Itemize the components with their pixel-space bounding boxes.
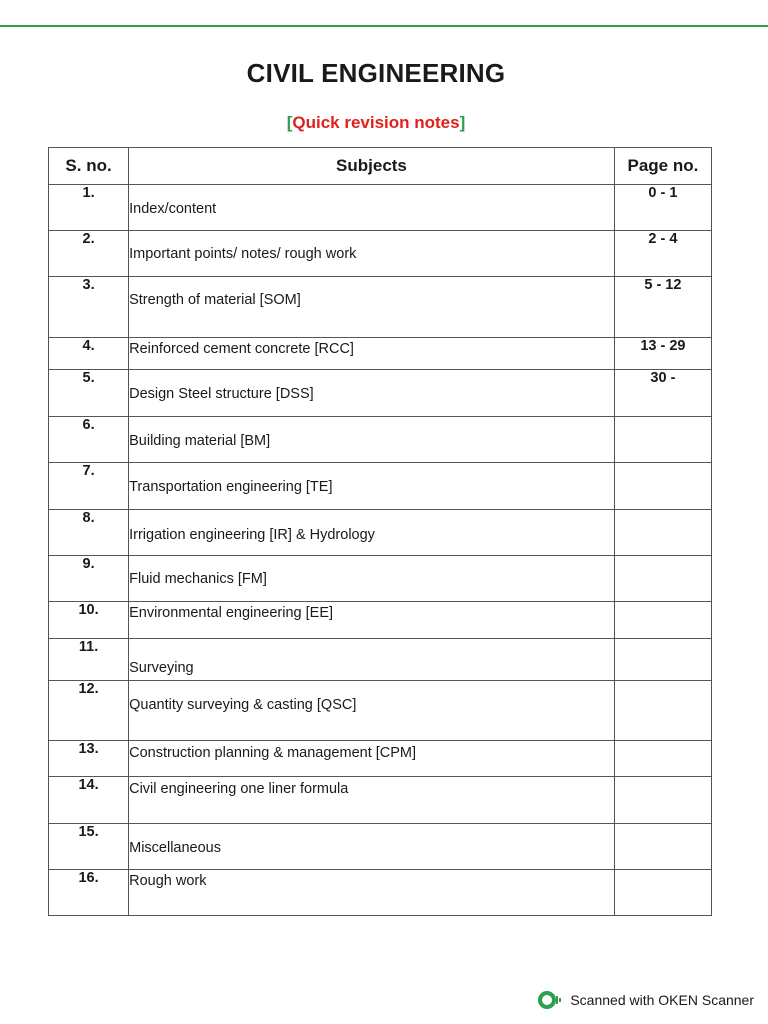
row-page	[614, 777, 711, 824]
row-subject: Environmental engineering [EE]	[129, 602, 615, 639]
row-subject: Reinforced cement concrete [RCC]	[129, 338, 615, 370]
row-subject: Building material [BM]	[129, 417, 615, 463]
subtitle-bracket-open: [	[286, 113, 293, 132]
subtitle-text: Quick revision notes	[292, 113, 460, 132]
table-row	[49, 463, 712, 510]
row-page	[614, 602, 711, 639]
row-subject: Strength of material [SOM]	[129, 277, 615, 338]
row-sno: 11.	[49, 639, 129, 681]
table-row	[49, 681, 712, 741]
row-subject: Construction planning & management [CPM]	[129, 741, 615, 777]
row-page: 2 - 4	[614, 231, 711, 277]
row-page: 13 - 29	[614, 338, 711, 370]
subtitle-bracket-close: ]	[459, 113, 466, 132]
row-sno: 13.	[49, 741, 129, 777]
table-row	[49, 602, 712, 639]
row-sno: 16.	[49, 870, 129, 916]
row-sno: 15.	[49, 824, 129, 870]
watermark-text: Scanned with OKEN Scanner	[570, 992, 754, 1008]
top-divider	[0, 25, 768, 27]
table-row	[49, 777, 712, 824]
row-sno: 9.	[49, 556, 129, 602]
row-page	[614, 870, 711, 916]
row-subject: Index/content	[129, 185, 615, 231]
row-sno: 5.	[49, 370, 129, 417]
row-sno: 12.	[49, 681, 129, 741]
row-sno: 6.	[49, 417, 129, 463]
row-sno: 3.	[49, 277, 129, 338]
table-header-row	[49, 148, 712, 185]
row-subject: Irrigation engineering [IR] & Hydrology	[129, 510, 615, 556]
row-page: 30 -	[614, 370, 711, 417]
row-page	[614, 639, 711, 681]
row-subject: Miscellaneous	[129, 824, 615, 870]
table-row	[49, 510, 712, 556]
row-page	[614, 417, 711, 463]
table-row	[49, 639, 712, 681]
row-sno: 4.	[49, 338, 129, 370]
page-title: CIVIL ENGINEERING	[246, 58, 506, 88]
row-page	[614, 741, 711, 777]
row-subject: Civil engineering one liner formula	[129, 777, 615, 824]
col-header-page: Page no.	[614, 148, 711, 185]
table-row	[49, 824, 712, 870]
page-subtitle	[0, 113, 752, 133]
contents-table	[48, 147, 712, 916]
table-row	[49, 417, 712, 463]
col-header-sno: S. no.	[49, 148, 129, 185]
row-subject: Important points/ notes/ rough work	[129, 231, 615, 277]
row-sno: 8.	[49, 510, 129, 556]
row-sno: 1.	[49, 185, 129, 231]
row-subject: Rough work	[129, 870, 615, 916]
scanner-watermark	[538, 990, 754, 1010]
table-row	[49, 556, 712, 602]
row-subject: Quantity surveying & casting [QSC]	[129, 681, 615, 741]
row-subject: Fluid mechanics [FM]	[129, 556, 615, 602]
table-row	[49, 370, 712, 417]
scanner-logo-icon	[538, 990, 562, 1010]
table-row	[49, 741, 712, 777]
row-page	[614, 681, 711, 741]
row-subject: Design Steel structure [DSS]	[129, 370, 615, 417]
row-page: 0 - 1	[614, 185, 711, 231]
table-row	[49, 185, 712, 231]
row-subject: Surveying	[129, 639, 615, 681]
row-sno: 14.	[49, 777, 129, 824]
table-row	[49, 870, 712, 916]
table-row	[49, 338, 712, 370]
row-page	[614, 824, 711, 870]
row-page	[614, 510, 711, 556]
row-sno: 7.	[49, 463, 129, 510]
table-row	[49, 231, 712, 277]
row-page	[614, 556, 711, 602]
col-header-subjects: Subjects	[129, 148, 615, 185]
row-sno: 2.	[49, 231, 129, 277]
row-sno: 10.	[49, 602, 129, 639]
row-page: 5 - 12	[614, 277, 711, 338]
row-page	[614, 463, 711, 510]
row-subject: Transportation engineering [TE]	[129, 463, 615, 510]
table-row	[49, 277, 712, 338]
